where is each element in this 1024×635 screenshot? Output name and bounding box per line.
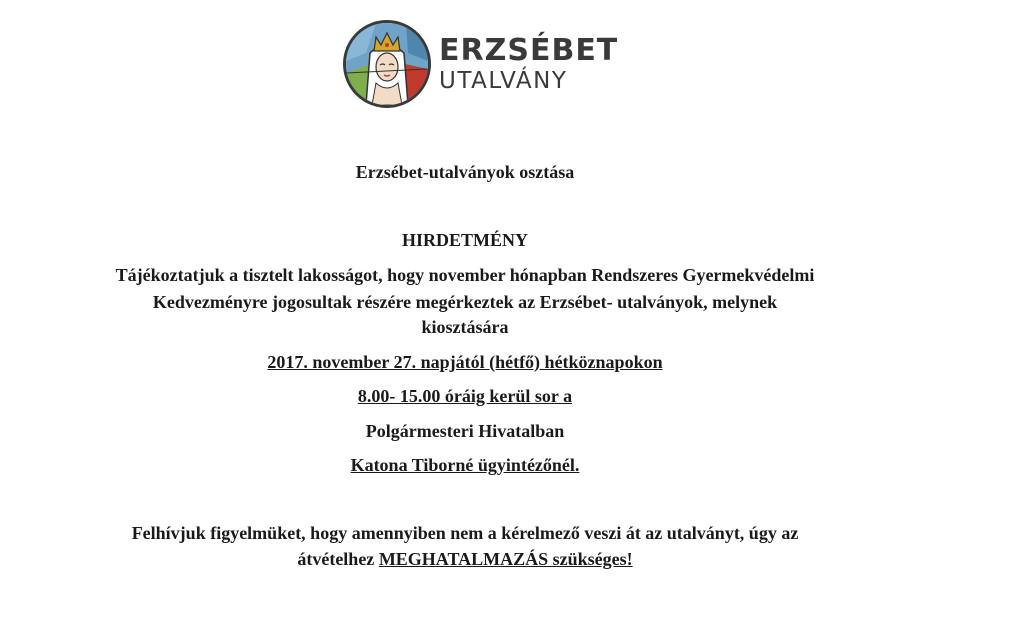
queen-portrait-icon: [343, 20, 431, 108]
intro-line-1: Tájékoztatjuk a tisztelt lakosságot, hogy november hónapban Rendszeres Gyermekvédelmi: [115, 265, 815, 285]
document-heading: HIRDETMÉNY: [401, 230, 528, 250]
date-line: 2017. november 27. napjától (hétfő) hétköznapokon: [267, 352, 663, 372]
document-subtitle: Erzsébet-utalványok osztása: [355, 162, 575, 182]
notice-line-1: Felhívjuk figyelmüket, hogy amennyiben nem a kérelmező veszi át az utalványt, úgy az: [131, 523, 799, 543]
notice-line-2: [0, 549, 930, 570]
intro-line-2: Kedvezményre jogosultak részére megérkeztek az Erzsébet- utalványok, melynek: [152, 292, 778, 312]
logo-line-1: ERZSÉBET: [439, 32, 619, 68]
place-line: Polgármesteri Hivatalban: [365, 421, 565, 441]
notice-line-2-prefix: átvételhez: [297, 549, 375, 569]
logo-wordmark: [439, 32, 619, 94]
time-line: 8.00- 15.00 óráig kerül sor a: [357, 386, 573, 406]
logo-line-2: UTALVÁNY: [439, 67, 568, 94]
authorization-required-emphasis: MEGHATALMAZÁS szükséges!: [378, 549, 633, 569]
intro-line-3: kiosztására: [421, 317, 509, 337]
erzsebet-logo: [343, 20, 618, 108]
person-line: Katona Tiborné ügyintézőnél.: [350, 455, 580, 475]
